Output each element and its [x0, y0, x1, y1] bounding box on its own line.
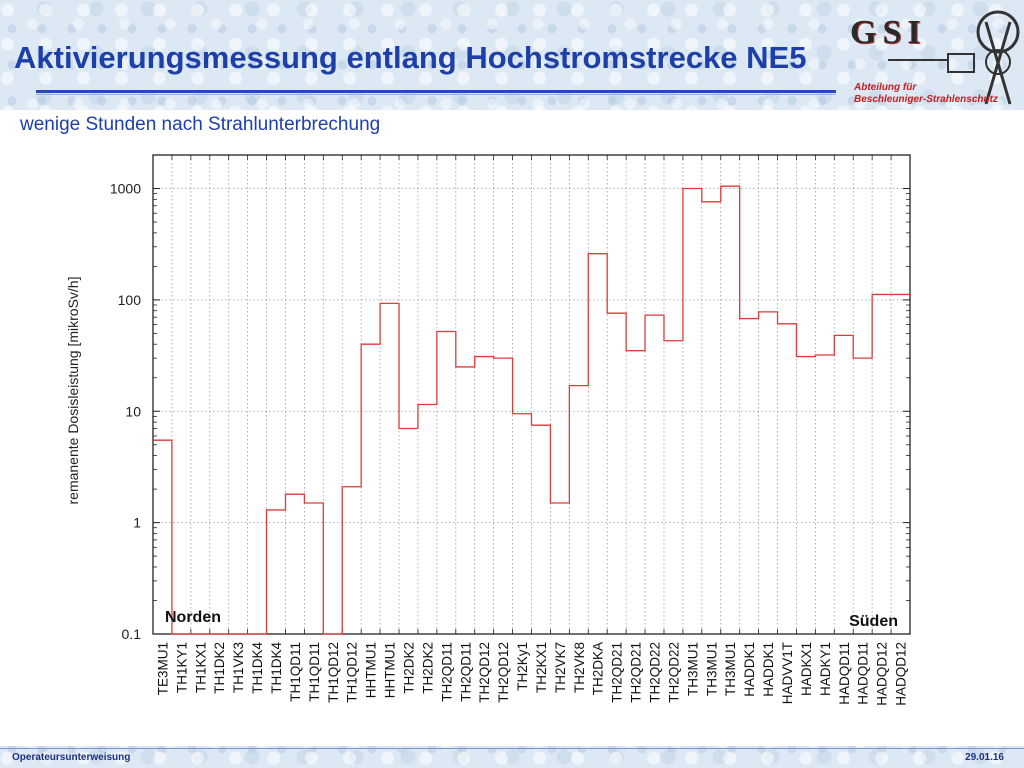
x-tick-label: TH2QD22	[666, 642, 682, 703]
x-tick-label: TH1KX1	[193, 642, 209, 694]
x-tick-label: HADQD12	[874, 642, 890, 706]
x-tick-label: TH2QD12	[496, 642, 512, 703]
x-tick-label: TH2QD21	[628, 642, 644, 703]
department-line-2: Beschleuniger-Strahlenschutz	[854, 94, 998, 105]
x-tick-label: TH1KY1	[174, 642, 190, 694]
x-tick-label: HADQD11	[836, 642, 852, 705]
x-tick-label: TH3MU1	[704, 642, 720, 697]
x-tick-label: TH2QD22	[647, 642, 663, 703]
footer-label: Operateursunterweisung	[12, 752, 131, 763]
x-tick-label: HADVV1T	[779, 642, 795, 705]
y-tick-label: 1	[133, 514, 141, 531]
dose-rate-step-line	[153, 186, 910, 634]
x-tick-label: HHTMU1	[382, 642, 398, 699]
annotation-norden: Norden	[165, 609, 221, 626]
y-tick-label: 100	[117, 291, 141, 308]
slide-title: Aktivierungsmessung entlang Hochstromstrecke NE5	[14, 40, 807, 75]
x-tick-label: TH2QD12	[477, 642, 493, 703]
x-tick-label: TH1VK3	[231, 642, 247, 694]
y-axis-label: remanente Dosisleistung [mikroSv/h]	[65, 276, 81, 505]
x-tick-label: TH1QD12	[325, 642, 341, 703]
x-tick-label: TH3MU1	[723, 642, 739, 697]
x-tick-label: TH2DKA	[590, 642, 606, 696]
department-line-1: Abteilung für	[854, 82, 917, 93]
x-tick-label: TH1DK2	[212, 642, 228, 694]
x-tick-label: HADKX1	[798, 642, 814, 697]
x-tick-label: TH2QD21	[609, 642, 625, 703]
logo-text: GSI	[850, 14, 927, 51]
x-tick-label: TH2QD11	[458, 642, 474, 702]
dose-rate-chart	[0, 140, 1024, 745]
x-tick-label: TE3MU1	[155, 642, 171, 696]
slide-subtitle: wenige Stunden nach Strahlunterbrechung	[20, 114, 381, 135]
y-tick-label: 10	[125, 403, 141, 420]
x-tick-label: HADKY1	[817, 642, 833, 697]
x-tick-label: TH2DK2	[401, 642, 417, 694]
title-underline	[36, 90, 836, 93]
x-tick-label: TH2DK2	[420, 642, 436, 694]
x-tick-label: HADDK1	[761, 642, 777, 697]
footer-date: 29.01.16	[965, 752, 1004, 763]
x-tick-label: TH1DK4	[269, 642, 285, 694]
slide-header	[0, 0, 1024, 110]
x-tick-label: TH1QD11	[306, 642, 322, 702]
x-tick-label: TH1DK4	[250, 642, 266, 694]
x-tick-label: TH2VK8	[571, 642, 587, 694]
x-tick-label: TH1QD12	[344, 642, 360, 703]
x-tick-label: TH2VK7	[552, 642, 568, 694]
x-tick-label: TH2QD11	[439, 642, 455, 702]
x-tick-label: HHTMU1	[363, 642, 379, 699]
y-tick-label: 1000	[109, 180, 141, 197]
x-tick-label: TH2Ky1	[515, 642, 531, 691]
x-tick-label: HADQD12	[893, 642, 909, 706]
y-tick-label: 0.1	[121, 626, 141, 642]
x-tick-label: TH2KX1	[533, 642, 549, 694]
x-tick-label: HADQD11	[855, 642, 871, 705]
x-tick-label: TH1QD11	[287, 642, 303, 702]
slide-footer	[0, 746, 1024, 768]
gsi-logo	[838, 4, 1024, 112]
x-tick-label: HADDK1	[742, 642, 758, 697]
annotation-sueden: Süden	[849, 613, 898, 630]
title-underline-thin	[36, 94, 836, 95]
x-tick-label: TH3MU1	[685, 642, 701, 697]
